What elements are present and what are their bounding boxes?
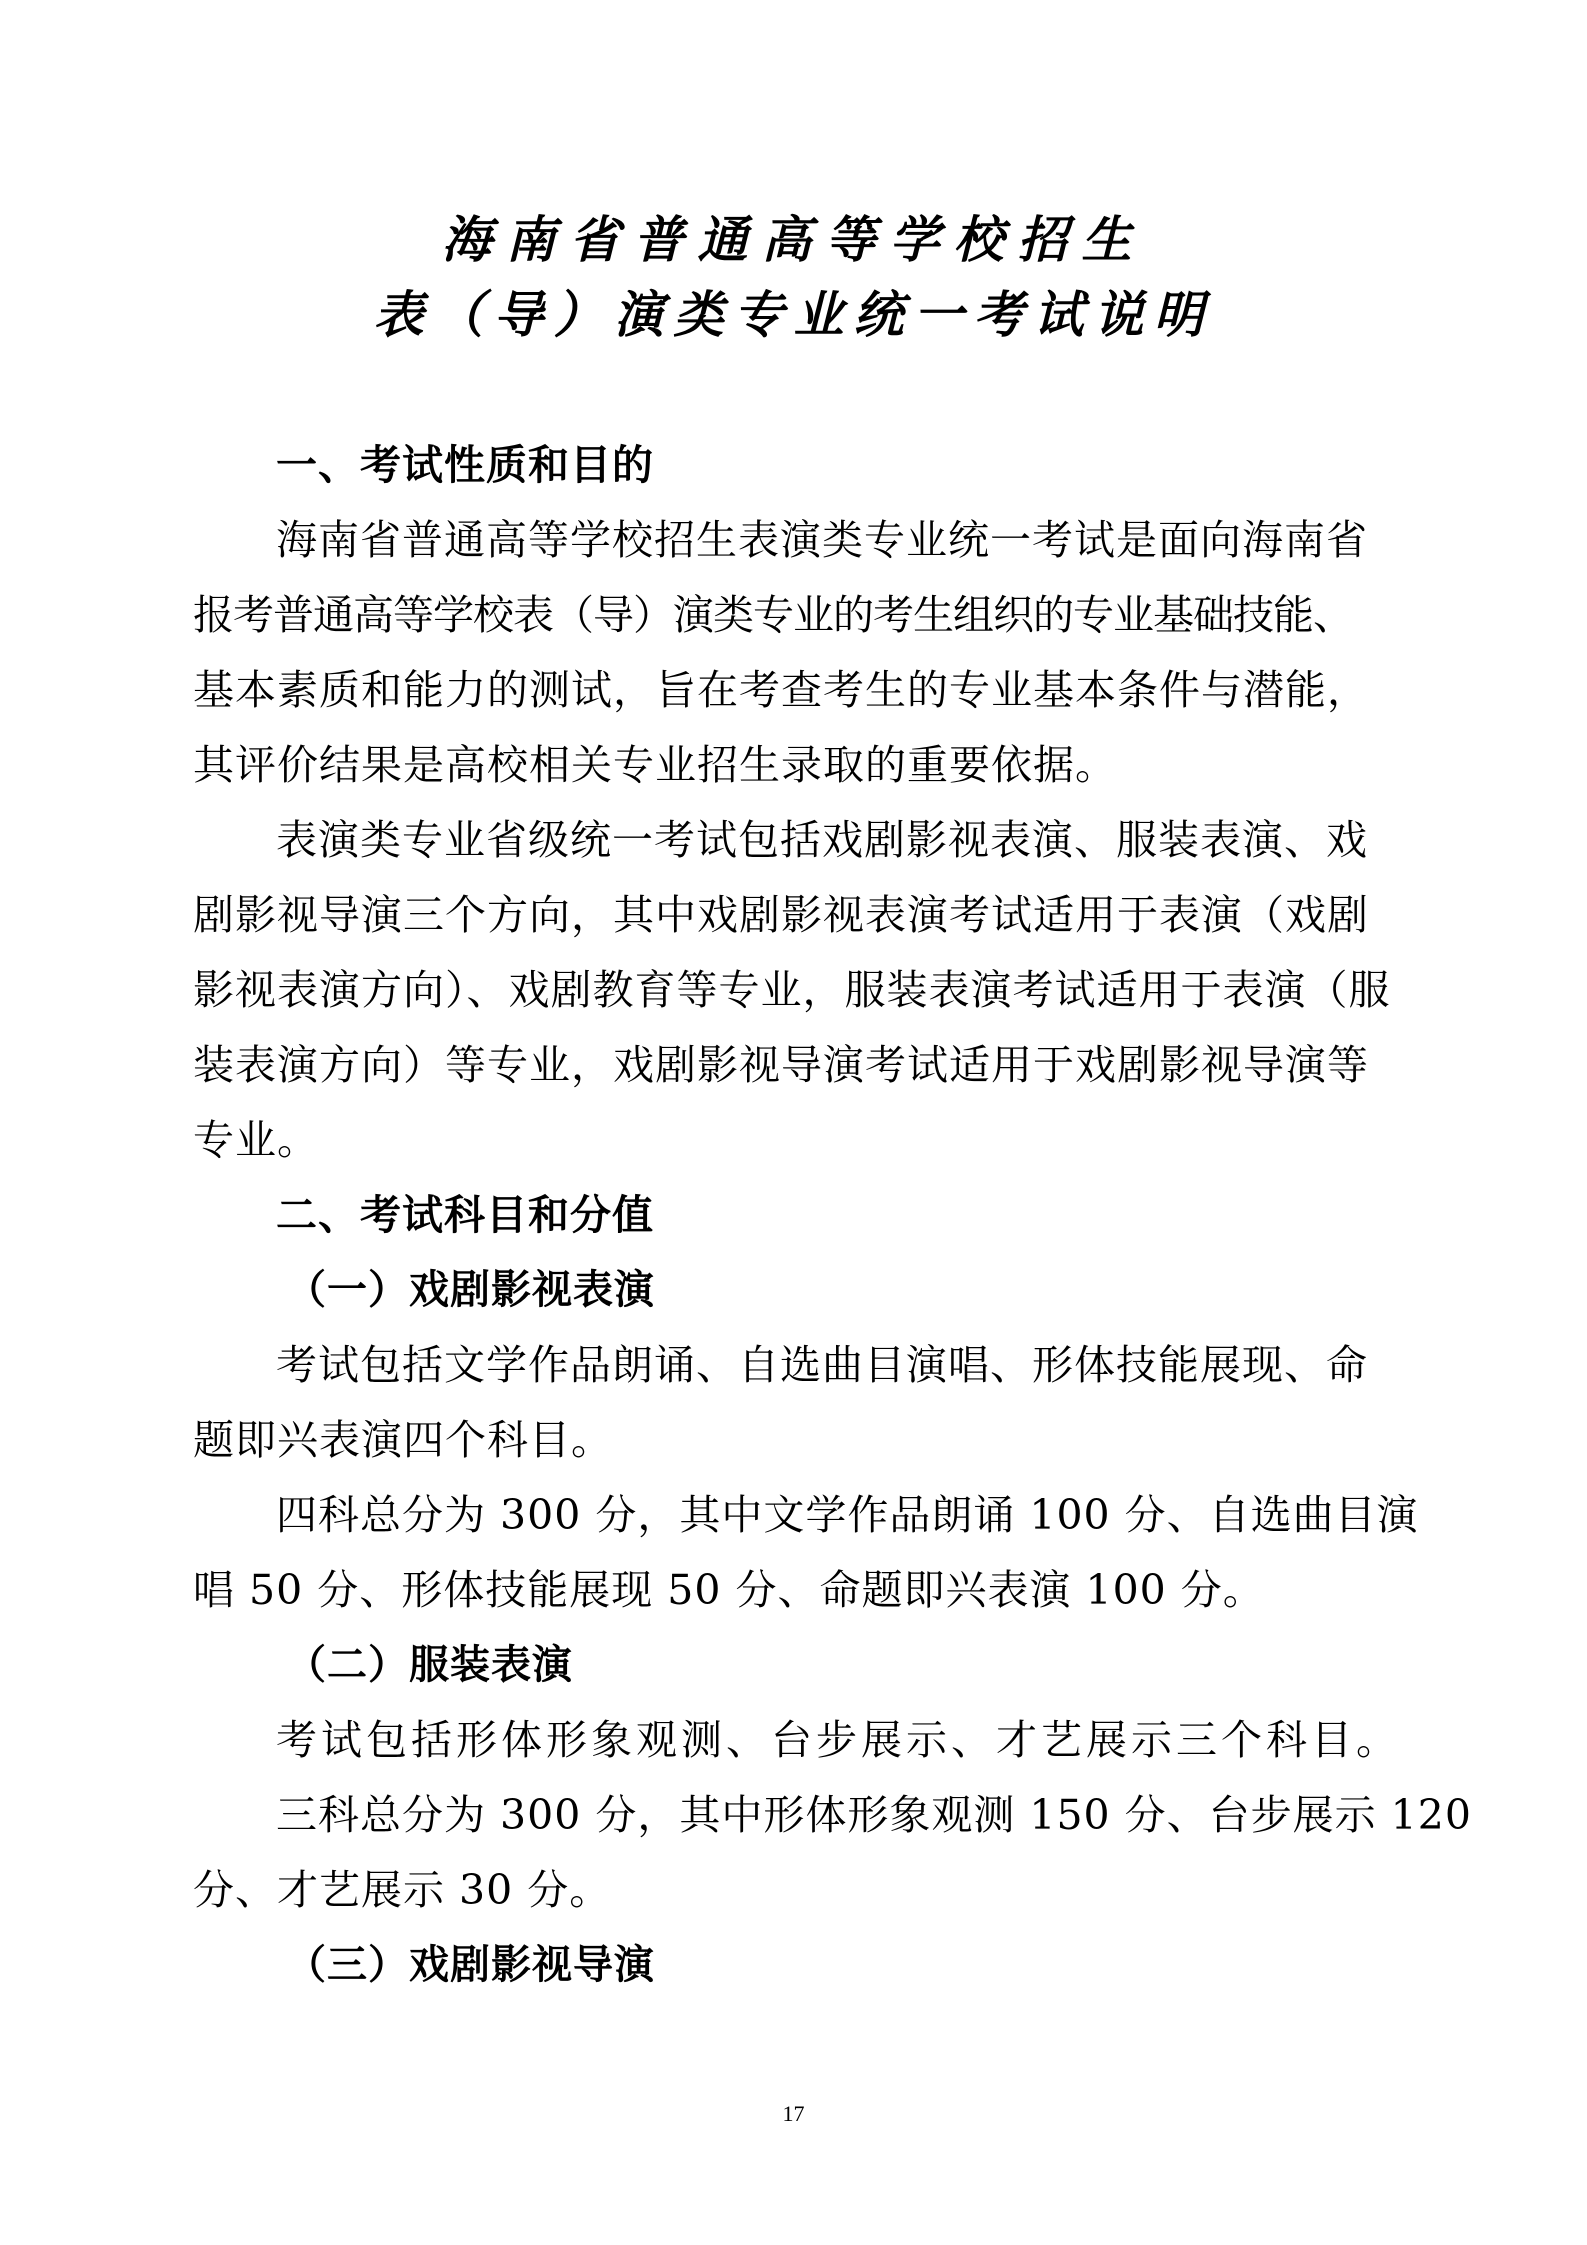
paragraph-line: 基本素质和能力的测试，旨在考查考生的专业基本条件与潜能， xyxy=(193,666,1369,714)
paragraph-line: 其评价结果是高校相关专业招生录取的重要依据。 xyxy=(193,741,1117,789)
page-number: 17 xyxy=(782,2101,805,2126)
paragraph-line: 装表演方向）等专业，戏剧影视导演考试适用于戏剧影视导演等 xyxy=(193,1041,1369,1089)
paragraph-line: 影视表演方向）、戏剧教育等专业，服装表演考试适用于表演（服 xyxy=(193,966,1391,1014)
subsection-heading: （一）戏剧影视表演 xyxy=(286,1267,655,1313)
paragraph-line: 考试包括文学作品朗诵、自选曲目演唱、形体技能展现、命 xyxy=(276,1341,1368,1389)
document-title-line-1: 海南省普通高等学校招生 xyxy=(441,210,1146,269)
paragraph-line: 考试包括形体形象观测、台步展示、才艺展示三个科目。 xyxy=(276,1716,1401,1764)
paragraph-line: 报考普通高等学校表（导）演类专业的考生组织的专业基础技能、 xyxy=(193,591,1353,639)
paragraph-line: 表演类专业省级统一考试包括戏剧影视表演、服装表演、戏 xyxy=(276,816,1368,864)
paragraph-line: 剧影视导演三个方向，其中戏剧影视表演考试适用于表演（戏剧 xyxy=(193,891,1369,939)
paragraph-line: 唱 50 分、形体技能展现 50 分、命题即兴表演 100 分。 xyxy=(193,1566,1265,1614)
subsection-heading: （三）戏剧影视导演 xyxy=(286,1942,655,1988)
subsection-heading: （二）服装表演 xyxy=(286,1642,573,1688)
paragraph-line: 三科总分为 300 分，其中形体形象观测 150 分、台步展示 120 xyxy=(276,1791,1472,1839)
paragraph-line: 四科总分为 300 分，其中文学作品朗诵 100 分、自选曲目演 xyxy=(276,1491,1419,1539)
paragraph-line: 分、才艺展示 30 分。 xyxy=(193,1866,612,1914)
paragraph-line: 专业。 xyxy=(193,1116,319,1164)
paragraph-line: 题即兴表演四个科目。 xyxy=(193,1416,613,1464)
paragraph-line: 海南省普通高等学校招生表演类专业统一考试是面向海南省 xyxy=(276,516,1368,564)
document-title-line-2: 表（导）演类专业统一考试说明 xyxy=(373,285,1214,344)
section-heading: 二、考试科目和分值 xyxy=(276,1191,654,1239)
document-body xyxy=(193,428,1472,2003)
section-heading: 一、考试性质和目的 xyxy=(276,441,654,489)
